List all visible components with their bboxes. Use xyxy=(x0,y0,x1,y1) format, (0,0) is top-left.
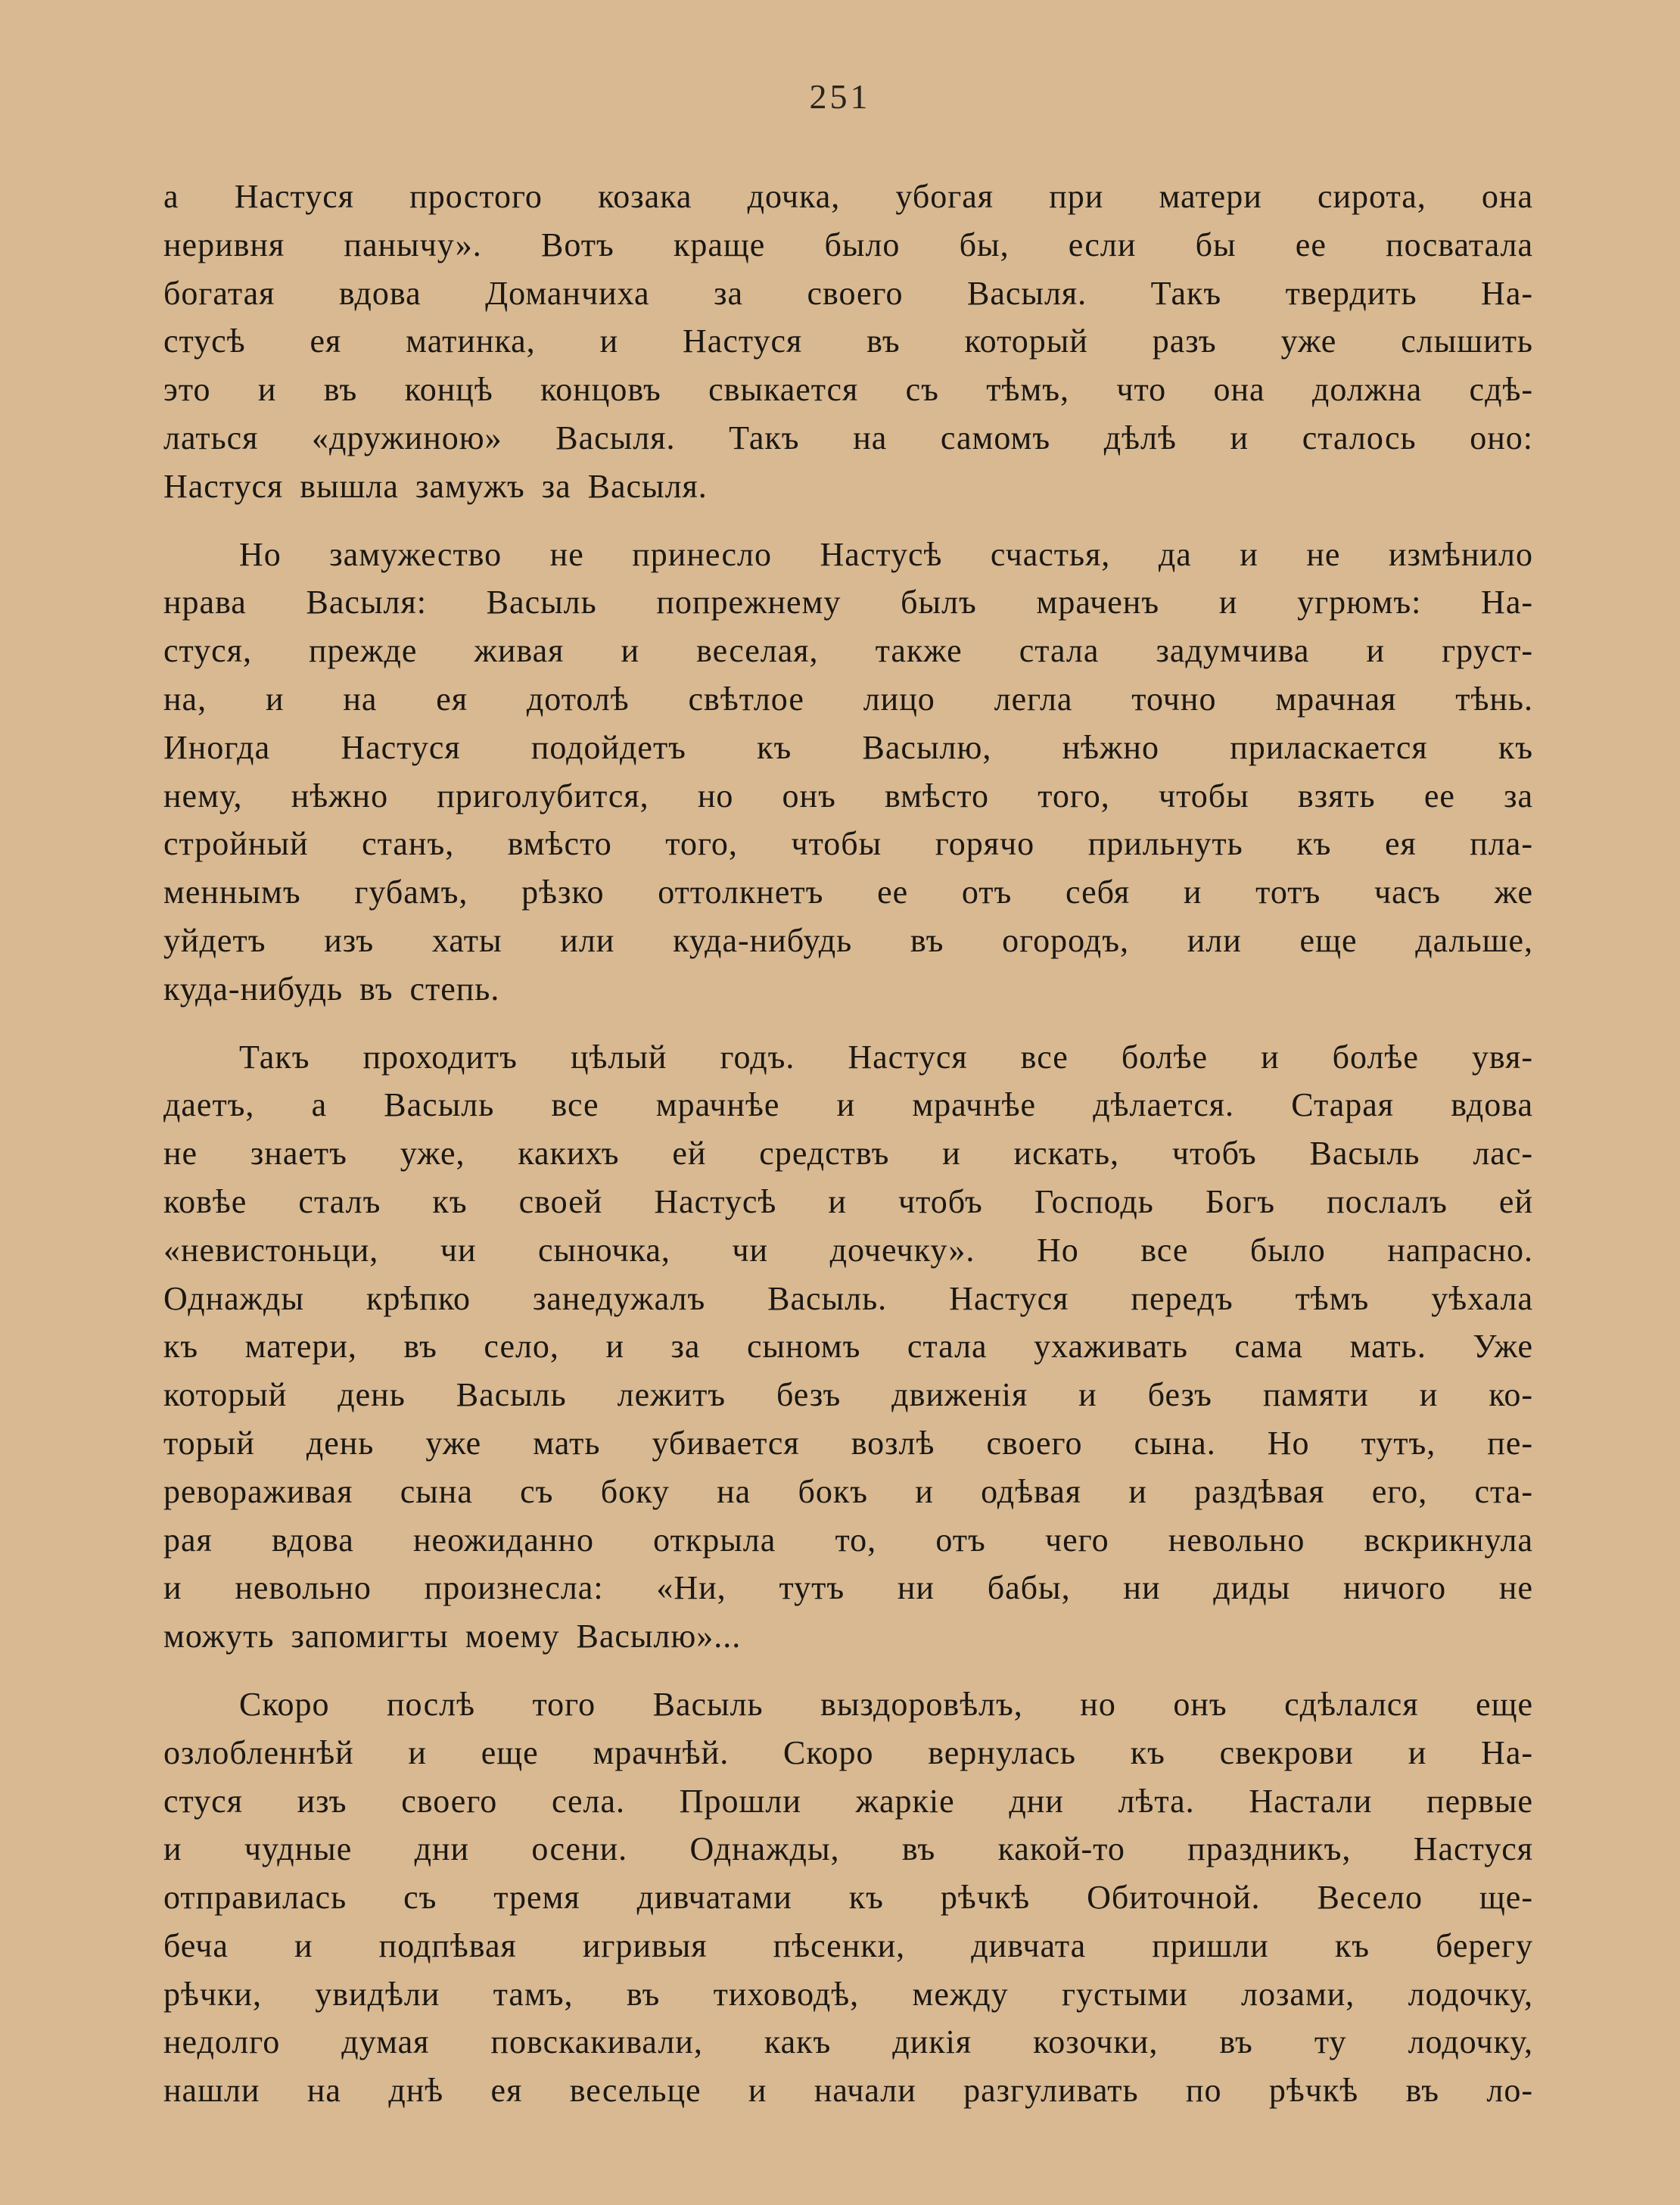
text-line: Иногда Настуся подойдетъ къ Васылю, нѣжно приласкается къ xyxy=(163,728,1533,766)
text-line: а Настуся простого козака дочка, убогая при матери сирота, она xyxy=(163,178,1533,215)
text-line: озлобленнѣй и еще мрачнѣй. Скоро вернулась къ свекрови и На- xyxy=(163,1733,1533,1771)
text-line: рая вдова неожиданно открыла то, отъ чего невольно вскрикнула xyxy=(163,1521,1533,1559)
page-number: 251 xyxy=(809,77,871,116)
text-line: не знаетъ уже, какихъ ей средствъ и искать, чтобъ Васыль лас- xyxy=(163,1135,1533,1173)
text-line: нему, нѣжно приголубится, но онъ вмѣсто того, чтобы взять ее за xyxy=(163,777,1533,814)
text-line: Скоро послѣ того Васыль выздоровѣлъ, но онъ сдѣлался еще xyxy=(239,1685,1533,1723)
paragraph xyxy=(163,531,1533,1014)
text-line: и невольно произнесла: «Ни, тутъ ни бабы, ни диды ничого не xyxy=(163,1569,1533,1607)
text-line: рѣчки, увидѣли тамъ, въ тиховодѣ, между густыми лозами, лодочку, xyxy=(163,1975,1533,2013)
text-line: Но замужество не принесло Настусѣ счастья, да и не измѣнило xyxy=(239,535,1533,573)
text-line: стуся, прежде живая и веселая, также стала задумчива и груст- xyxy=(163,632,1533,670)
paragraph xyxy=(163,1033,1533,1661)
text-line: даетъ, а Васыль все мрачнѣе и мрачнѣе дѣлается. Старая вдова xyxy=(163,1086,1533,1124)
text-line: ковѣе сталъ къ своей Настусѣ и чтобъ Господь Богъ послалъ ей xyxy=(163,1182,1533,1220)
text-line: это и въ концѣ концовъ свыкается съ тѣмъ, что она должна сдѣ- xyxy=(163,371,1533,409)
text-line: уйдетъ изъ хаты или куда-нибудь въ огородъ, или еще дальше, xyxy=(163,921,1533,959)
text-line: куда-нибудь въ степь. xyxy=(163,970,500,1008)
text-line: Однажды крѣпко занедужалъ Васыль. Настуся передъ тѣмъ уѣхала xyxy=(163,1279,1533,1317)
text-line: неривня панычу». Вотъ краще было бы, если бы ее посватала xyxy=(163,226,1533,263)
text-line: можуть запомигты моему Васылю»... xyxy=(163,1618,742,1655)
paragraph xyxy=(163,173,1533,511)
text-line: къ матери, въ село, и за сыномъ стала ухаживать сама мать. Уже xyxy=(163,1328,1533,1366)
text-line: который день Васыль лежитъ безъ движенія и безъ памяти и ко- xyxy=(163,1376,1533,1414)
text-line: латься «дружиною» Васыля. Такъ на самомъ дѣлѣ и сталось оно: xyxy=(163,419,1533,456)
text-line: богатая вдова Доманчиха за своего Васыля. Такъ твердить На- xyxy=(163,274,1533,312)
text-line: отправилась съ тремя дивчатами къ рѣчкѣ Обиточной. Весело ще- xyxy=(163,1879,1533,1917)
text-line: стусѣ ея матинка, и Настуся въ который разъ уже слышить xyxy=(163,322,1533,360)
text-line: и чудные дни осени. Однажды, въ какой-то праздникъ, Настуся xyxy=(163,1830,1533,1868)
text-line: стуся изъ своего села. Прошли жаркіе дни лѣта. Настали первые xyxy=(163,1782,1533,1820)
paragraph xyxy=(163,1680,1533,2115)
text-line: ревораживая сына съ боку на бокъ и одѣвая и раздѣвая его, ста- xyxy=(163,1472,1533,1510)
text-line: стройный станъ, вмѣсто того, чтобы горячо прильнуть къ ея пла- xyxy=(163,825,1533,863)
text-line: Такъ проходитъ цѣлый годъ. Настуся все болѣе и болѣе увя- xyxy=(239,1038,1533,1076)
text-line: недолго думая повскакивали, какъ дикія козочки, въ ту лодочку, xyxy=(163,2023,1533,2061)
text-line: Настуся вышла замужъ за Васыля. xyxy=(163,467,708,505)
text-line: торый день уже мать убивается возлѣ своего сына. Но тутъ, пе- xyxy=(163,1424,1533,1462)
text-line: «невистоньци, чи сыночка, чи дочечку». Но все было напрасно. xyxy=(163,1231,1533,1269)
body-text xyxy=(163,173,1533,2115)
text-line: нрава Васыля: Васыль попрежнему былъ мраченъ и угрюмъ: На- xyxy=(163,584,1533,621)
text-line: меннымъ губамъ, рѣзко оттолкнетъ ее отъ себя и тотъ часъ же xyxy=(163,874,1533,911)
text-line: нашли на днѣ ея весельце и начали разгуливать по рѣчкѣ въ ло- xyxy=(163,2072,1533,2110)
text-line: на, и на ея дотолѣ свѣтлое лицо легла точно мрачная тѣнь. xyxy=(163,680,1533,718)
text-line: беча и подпѣвая игривыя пѣсенки, дивчата пришли къ берегу xyxy=(163,1926,1533,1964)
